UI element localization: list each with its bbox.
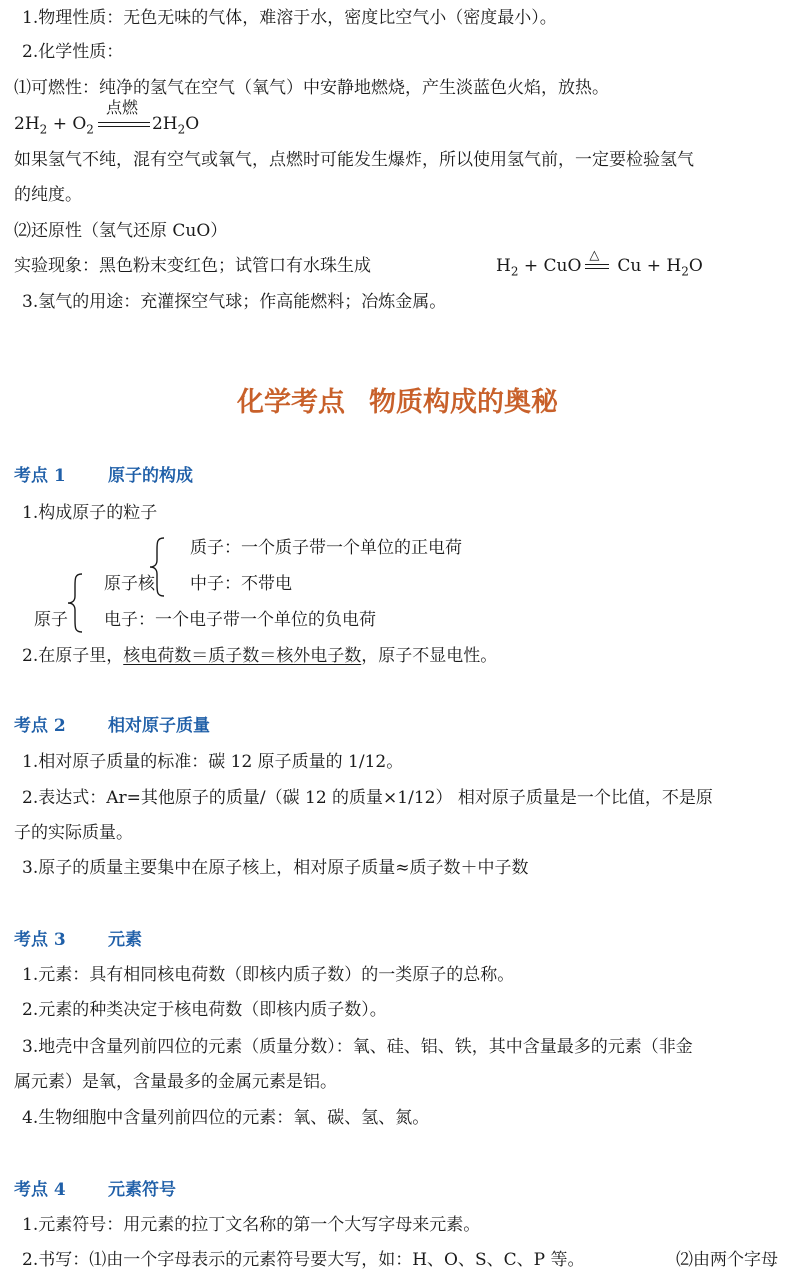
page-title: 化学考点 物质构成的奥秘 [237,387,558,418]
chemical-properties-heading: 2.化学性质： [22,42,124,62]
experiment-phenomenon-line: 实验现象：黑色粉末变红色；试管口有水珠生成 [14,256,371,276]
section-heading-3: 考点 3 元素 [14,930,142,950]
section-heading-1: 考点 1 原子的构成 [14,466,193,486]
equation-condition: 点燃 [105,98,138,117]
crust-elements-line-1: 3.地壳中含量列前四位的元素（质量分数）：氧、硅、铝、铁，其中含量最多的元素（非金 [22,1037,693,1057]
reducibility-line: ⑵还原性（氢气还原 CuO） [14,221,228,241]
cell-elements-line: 4.生物细胞中含量列前四位的元素：氧、碳、氢、氮。 [22,1108,430,1128]
electron-line: 电子：一个电子带一个单位的负电荷 [104,610,376,630]
atom-brace [66,572,86,634]
relative-mass-standard-line: 1.相对原子质量的标准：碳 12 原子质量的 1/12。 [22,752,404,772]
impurity-warning-line-1: 如果氢气不纯，混有空气或氧气，点燃时可能发生爆炸，所以使用氢气前，一定要检验氢气 [14,150,694,170]
atom-particles-line: 1.构成原子的粒子 [22,503,158,523]
neutron-line: 中子：不带电 [190,574,292,594]
nucleus-label: 原子核 [104,574,155,594]
expression-line-1: 2.表达式：Ar=其他原子的质量/（碳 12 的质量×1/12） 相对原子质量是一个比值，不是原 [22,788,713,808]
heating-symbol: △ [589,248,600,263]
writing-rule-line: 2.书写：⑴由一个字母表示的元素符号要大写，如：H、O、S、C、P 等。 [22,1250,585,1270]
section-heading-2: 考点 2 相对原子质量 [14,716,210,736]
expression-line-2: 子的实际质量。 [14,823,133,843]
reduction-equation: $H_2$ + CuO △ $Cu + H_2O$ [496,248,703,279]
element-type-line: 2.元素的种类决定于核电荷数（即核内质子数）。 [22,1000,387,1020]
charge-equality: 核电荷数＝质子数＝核外电子数 [123,646,362,666]
section-heading-4: 考点 4 元素符号 [14,1180,176,1200]
hydrogen-uses-line: 3.氢气的用途：充灌探空气球；作高能燃料；冶炼金属。 [22,292,447,312]
element-symbol-line: 1.元素符号：用元素的拉丁文名称的第一个大写字母来元素。 [22,1215,481,1235]
combustion-equation: $2H_2 + O_2$ 点燃 $2H_2O$ [14,98,200,137]
proton-line: 质子：一个质子带一个单位的正电荷 [190,538,462,558]
combustibility-line: ⑴可燃性：纯净的氢气在空气（氧气）中安静地燃烧，产生淡蓝色火焰，放热。 [14,78,609,98]
mass-concentration-line: 3.原子的质量主要集中在原子核上，相对原子质量≈质子数＋中子数 [22,858,529,878]
writing-rule-line-2: ⑵由两个字母 [676,1250,778,1270]
atom-label: 原子 [34,610,68,630]
crust-elements-line-2: 属元素）是氧，含量最多的金属元素是铝。 [14,1072,337,1092]
element-definition-line: 1.元素：具有相同核电荷数（即核内质子数）的一类原子的总称。 [22,965,515,985]
impurity-warning-line-2: 的纯度。 [14,185,82,205]
physical-properties-line: 1.物理性质：无色无味的气体，难溶于水，密度比空气小（密度最小）。 [22,8,557,28]
electric-neutrality-line: 2.在原子里，核电荷数＝质子数＝核外电子数，原子不显电性。 [22,646,498,666]
